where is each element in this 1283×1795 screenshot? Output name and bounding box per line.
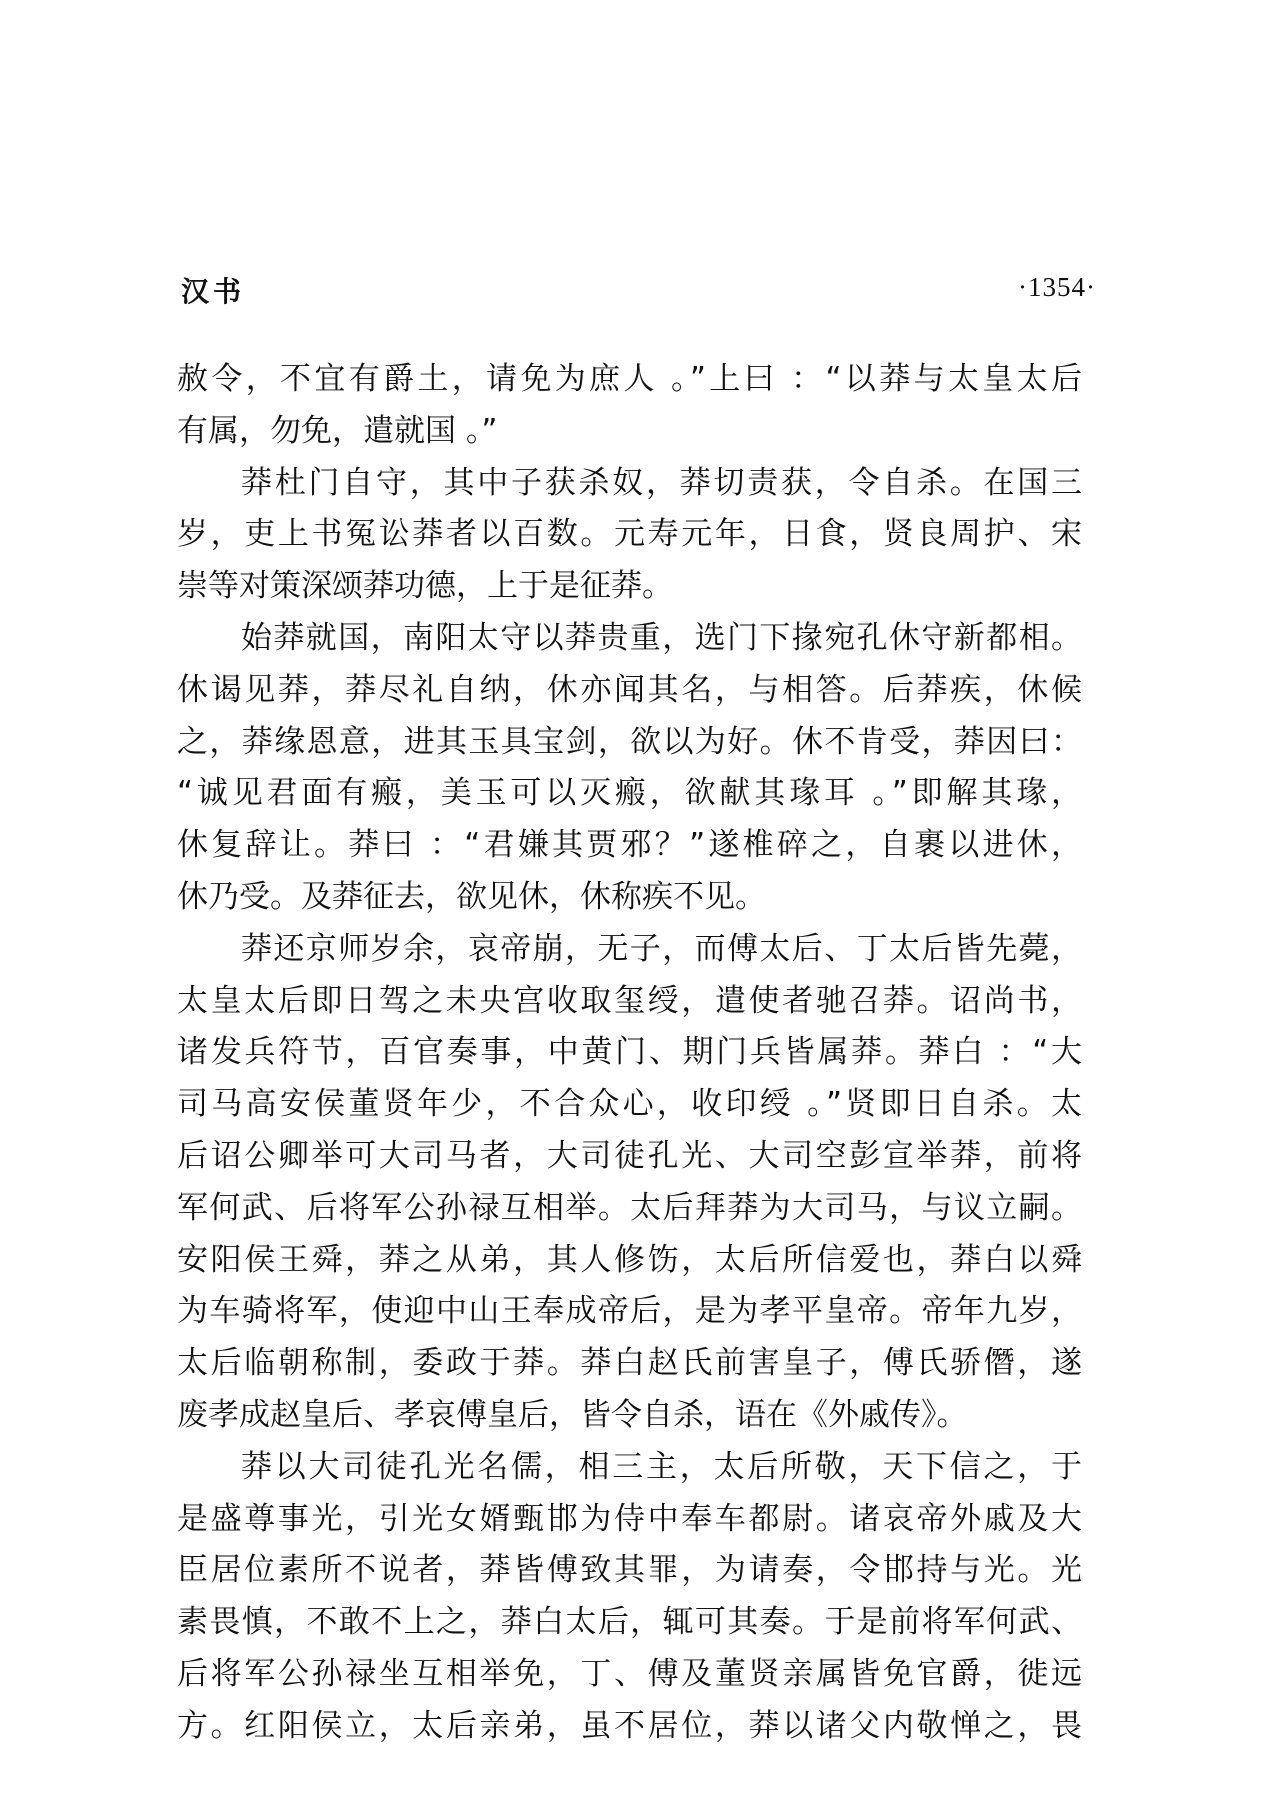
- text-line: 休乃受。及莽征去，欲见休，休称疾不见。: [177, 878, 766, 915]
- page-number: ·1354·: [1018, 272, 1096, 302]
- text-line: 是盛尊事光，引光女婿甄邯为侍中奉车都尉。诸哀帝外戚及大: [177, 1500, 1082, 1537]
- paragraph-start-line: 莽还京师岁余，哀帝崩，无子，而傅太后、丁太后皆先薨，: [241, 930, 1082, 967]
- text-line: 方。红阳侯立，太后亲弟，虽不居位，莽以诸父内敬惮之，畏: [177, 1707, 1082, 1744]
- text-line: 太后临朝称制，委政于莽。莽白赵氏前害皇子，傅氏骄僭，遂: [177, 1345, 1082, 1382]
- text-line: 安阳侯王舜，莽之从弟，其人修饬，太后所信爱也，莽白以舜: [177, 1241, 1082, 1278]
- text-line: 司马高安侯董贤年少，不合众心，收印绶 。”贤即日自杀。太: [177, 1086, 1082, 1123]
- text-line: 休复辞让。莽曰 ：“君嫌其贾邪？”遂椎碎之，自裹以进休，: [177, 827, 1082, 864]
- paragraph-start-line: 莽以大司徒孔光名儒，相三主，太后所敬，天下信之，于: [241, 1448, 1082, 1485]
- text-line: 太皇太后即日驾之未央宫收取玺绶，遣使者驰召莽。诏尚书，: [177, 982, 1082, 1019]
- text-line: 军何武、后将军公孙禄互相举。太后拜莽为大司马，与议立嗣。: [177, 1189, 1082, 1226]
- paragraph-start-line: 始莽就国，南阳太守以莽贵重，选门下掾宛孔休守新都相。: [241, 619, 1082, 656]
- text-line: 后诏公卿举可大司马者，大司徒孔光、大司空彭宣举莽，前将: [177, 1137, 1082, 1174]
- text-line: 为车骑将军，使迎中山王奉成帝后，是为孝平皇帝。帝年九岁，: [177, 1293, 1082, 1330]
- text-line: 废孝成赵皇后、孝哀傅皇后，皆令自杀，语在《外戚传》。: [177, 1396, 968, 1433]
- text-line: 后将军公孙禄坐互相举免，丁、傅及董贤亲属皆免官爵，徙远: [177, 1655, 1082, 1692]
- text-line: 岁，吏上书冤讼莽者以百数。元寿元年，日食，贤良周护、宋: [177, 516, 1082, 553]
- paragraph-start-line: 莽杜门自守，其中子获杀奴，莽切责获，令自杀。在国三: [241, 464, 1082, 501]
- text-line: 崇等对策深颂莽功德，上于是征莽。: [177, 568, 673, 605]
- text-line: 赦令，不宜有爵土，请免为庶人 。”上曰 ：“以莽与太皇太后: [177, 361, 1082, 397]
- text-line: “诚见君面有瘢，美玉可以灭瘢，欲献其瑑耳 。”即解其瑑，: [177, 775, 1082, 812]
- book-title: 汉书: [181, 275, 246, 308]
- text-line: 素畏慎，不敢不上之，莽白太后，辄可其奏。于是前将军何武、: [177, 1604, 1082, 1641]
- body-text: [177, 354, 1082, 1753]
- text-line: 有属，勿免，遣就国 。”: [177, 412, 498, 449]
- running-header: [181, 270, 1096, 314]
- text-line: 诸发兵符节，百官奏事，中黄门、期门兵皆属莽。莽白 ：“大: [177, 1034, 1082, 1071]
- text-line: 臣居位素所不说者，莽皆傅致其罪，为请奏，令邯持与光。光: [177, 1552, 1082, 1589]
- text-line: 之，莽缘恩意，进其玉具宝剑，欲以为好。休不肯受，莽因曰：: [177, 723, 1082, 760]
- text-line: 休谒见莽，莽尽礼自纳，休亦闻其名，与相答。后莽疾，休候: [177, 671, 1082, 708]
